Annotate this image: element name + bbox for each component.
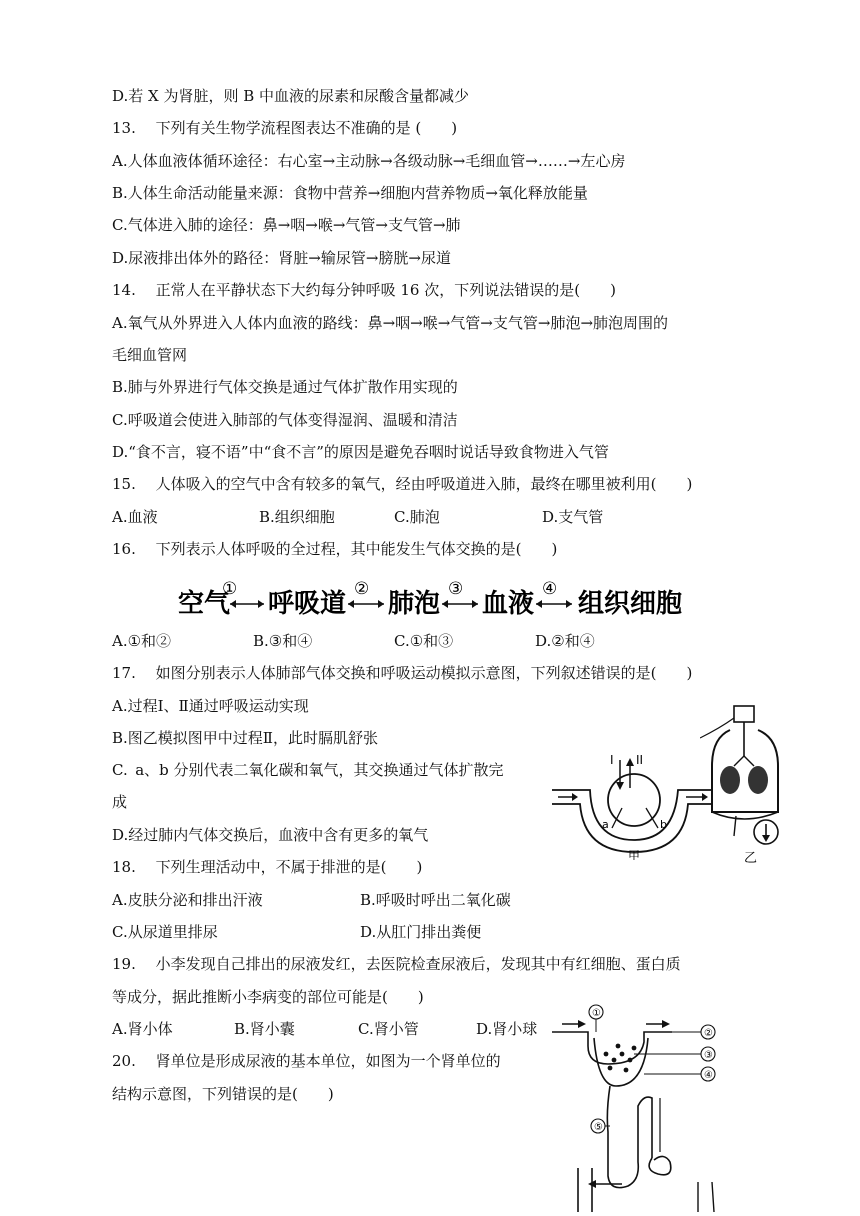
q14-stem: 14. 正常人在平静状态下大约每分钟呼吸 16 次，下列说法错误的是( ) <box>112 281 616 299</box>
q13-option-d: D.尿液排出体外的路径：肾脏→输尿管→膀胱→尿道 <box>112 249 451 267</box>
q16-option-c: C.①和③ <box>394 632 454 650</box>
q19-stem: 19. 小李发现自己排出的尿液发红，去医院检查尿液后，发现其中有红细胞、蛋白质 <box>112 955 681 973</box>
q19-option-a: A.肾小体 <box>112 1020 173 1038</box>
q20-stem: 20. 肾单位是形成尿液的基本单位，如图为一个肾单位的 <box>112 1052 501 1070</box>
q18-option-a: A.皮肤分泌和排出汗液 <box>112 891 263 909</box>
flow-step-1: ① <box>222 579 238 599</box>
label-a: a <box>602 818 609 831</box>
q17-stem: 17. 如图分别表示人体肺部气体交换和呼吸运动模拟示意图，下列叙述错误的是( ) <box>112 664 693 682</box>
q12-option-d: D.若 X 为肾脏，则 B 中血液的尿素和尿酸含量都减少 <box>112 87 470 105</box>
figure-bell-jar-model <box>700 704 800 864</box>
q17-option-b: B.图乙模拟图甲中过程Ⅱ，此时膈肌舒张 <box>112 729 378 747</box>
q14-option-a: A.氧气从外界进入人体内血液的路线：鼻→咽→喉→气管→支气管→肺泡→肺泡周围的 <box>112 314 669 332</box>
respiration-flow-diagram <box>178 578 698 622</box>
q18-option-c: C.从尿道里排尿 <box>112 923 218 941</box>
q14-option-b: B.肺与外界进行气体交换是通过气体扩散作用实现的 <box>112 378 458 396</box>
q18-option-d: D.从肛门排出粪便 <box>360 923 482 941</box>
label-5: ⑤ <box>594 1122 603 1133</box>
q14-option-a-cont: 毛细血管网 <box>112 346 188 364</box>
label-yi: 乙 <box>744 851 758 864</box>
q15-option-b: B.组织细胞 <box>259 508 335 526</box>
q15-option-c: C.肺泡 <box>394 508 440 526</box>
q17-option-c-cont: 成 <box>112 793 128 811</box>
flow-node-tissue-cells: 组织细胞 <box>578 589 683 619</box>
flow-step-3: ③ <box>448 579 464 599</box>
q15-option-a: A.血液 <box>112 508 158 526</box>
q17-option-d: D.经过肺内气体交换后，血液中含有更多的氧气 <box>112 826 429 844</box>
q18-option-b: B.呼吸时呼出二氧化碳 <box>360 891 511 909</box>
q15-option-d: D.支气管 <box>542 508 604 526</box>
q18-stem: 18. 下列生理活动中，不属于排泄的是( ) <box>112 858 423 876</box>
q14-option-c: C.呼吸道会使进入肺部的气体变得湿润、温暖和清洁 <box>112 411 458 429</box>
figure-nephron <box>548 1002 748 1212</box>
q19-option-c: C.肾小管 <box>358 1020 419 1038</box>
q13-option-a: A.人体血液体循环途径：右心室→主动脉→各级动脉→毛细血管→……→左心房 <box>112 152 626 170</box>
q16-option-b: B.③和④ <box>253 632 313 650</box>
label-process-II: II <box>636 753 644 767</box>
q17-option-a: A.过程Ⅰ、Ⅱ通过呼吸运动实现 <box>112 697 309 715</box>
figure-alveolus-gas-exchange <box>548 748 716 860</box>
label-process-I: I <box>610 753 614 767</box>
q19-option-b: B.肾小囊 <box>234 1020 295 1038</box>
q13-option-c: C.气体进入肺的途径：鼻→咽→喉→气管→支气管→肺 <box>112 216 461 234</box>
q19-option-d: D.肾小球 <box>476 1020 538 1038</box>
flow-node-air: 空气 <box>178 589 231 619</box>
q14-option-d: D.“食不言，寝不语”中“食不言”的原因是避免吞咽时说话导致食物进入气管 <box>112 443 609 461</box>
flow-node-blood: 血液 <box>482 589 535 619</box>
q13-option-b: B.人体生命活动能量来源：食物中营养→细胞内营养物质→氧化释放能量 <box>112 184 588 202</box>
q16-option-a: A.①和② <box>112 632 172 650</box>
label-1: ① <box>592 1008 601 1019</box>
label-3: ③ <box>704 1050 713 1061</box>
q16-option-d: D.②和④ <box>535 632 595 650</box>
flow-node-alveoli: 肺泡 <box>388 589 441 619</box>
q19-stem-cont: 等成分，据此推断小李病变的部位可能是( ) <box>112 988 424 1006</box>
flow-step-2: ② <box>354 579 370 599</box>
label-4: ④ <box>704 1070 713 1081</box>
q15-stem: 15. 人体吸入的空气中含有较多的氧气，经由呼吸道进入肺，最终在哪里被利用( ) <box>112 475 693 493</box>
q20-stem-cont: 结构示意图，下列错误的是( ) <box>112 1085 334 1103</box>
label-2: ② <box>704 1028 713 1039</box>
flow-step-4: ④ <box>542 579 558 599</box>
q17-option-c: C. a、b 分别代表二氧化碳和氧气，其交换通过气体扩散完 <box>112 761 504 779</box>
q16-stem: 16. 下列表示人体呼吸的全过程，其中能发生气体交换的是( ) <box>112 540 558 558</box>
flow-node-airway: 呼吸道 <box>268 589 347 619</box>
label-b: b <box>660 818 667 831</box>
q13-stem: 13. 下列有关生物学流程图表达不准确的是 ( ) <box>112 119 458 137</box>
label-jia: 甲 <box>628 849 641 860</box>
